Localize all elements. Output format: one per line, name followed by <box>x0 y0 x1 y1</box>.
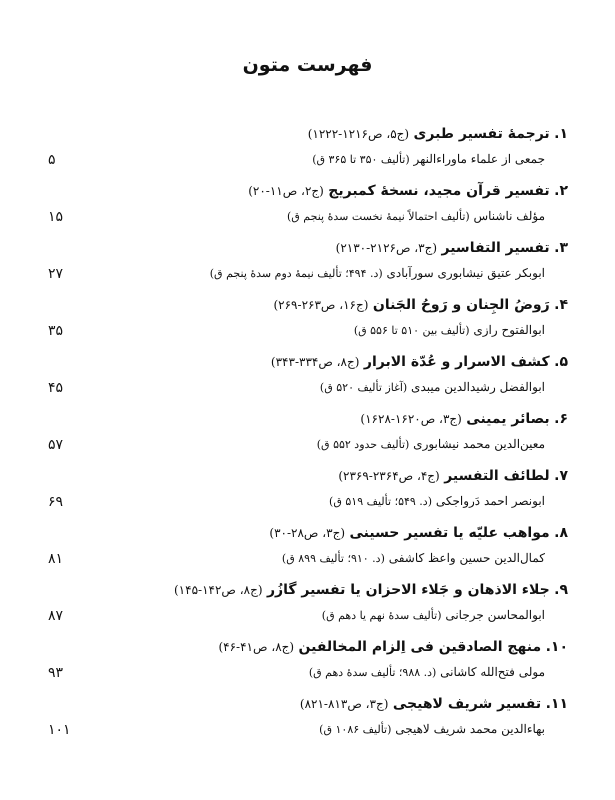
toc-entry-1 <box>0 122 615 179</box>
toc-entry-7 <box>0 464 615 521</box>
entry-author: ابوالفضل رشیدالدین میبدی <box>411 380 545 394</box>
entry-page-number: ۱۰۱ <box>48 722 71 738</box>
entry-reference: (ج۵، ص۱۲۱۶-۱۲۲۲) <box>307 127 410 141</box>
entry-title-line <box>68 297 568 313</box>
entry-name: جلاء الاذهان و جَلاء الاحزان یا تفسیر گازُر <box>266 582 550 598</box>
entry-reference: (ج۳، ص۲۸-۳۰) <box>269 526 346 540</box>
entry-author: ابوالمحاسن جرجانی <box>445 608 545 622</box>
entry-reference: (ج۳، ص۱۶۲۰-۱۶۲۸) <box>360 412 462 426</box>
entry-reference: (ج۸، ص۴۱-۴۶) <box>218 640 295 654</box>
toc-entry-6 <box>0 407 615 464</box>
entry-number: ۱۱. <box>545 696 568 712</box>
entry-author-line <box>65 209 545 223</box>
entry-name: تفسیر قرآن مجید، نسخهٔ کمبریج <box>328 183 550 199</box>
entry-title-line <box>68 696 568 712</box>
entry-name: تفسیر شریف لاهیجی <box>392 696 542 712</box>
entry-page-number: ۲۷ <box>48 266 64 282</box>
entry-author: کمال‌الدین حسین واعظ کاشفی <box>388 551 545 565</box>
entry-author-line <box>65 152 545 166</box>
entry-title-line <box>68 240 568 256</box>
entry-page-number: ۳۵ <box>48 323 64 339</box>
entry-reference: (ج۲، ص۱۱-۲۰) <box>248 184 324 198</box>
entry-name: کشف الاسرار و عُدّة الابرار <box>363 354 550 370</box>
entry-title-line <box>68 126 568 142</box>
entry-page-number: ۸۷ <box>48 608 64 624</box>
entry-note: (د. ۴۹۴؛ تألیف نیمهٔ دوم سدهٔ پنجم ق) <box>209 267 383 280</box>
entry-title-line <box>68 468 568 484</box>
toc-entry-8 <box>0 521 615 578</box>
entry-title-line <box>68 354 568 370</box>
toc-entry-3 <box>0 236 615 293</box>
entry-note: (تألیف بین ۵۱۰ تا ۵۵۶ ق) <box>353 324 470 337</box>
entry-number: ۸. <box>554 525 568 541</box>
entry-author-line <box>65 266 545 280</box>
entry-page-number: ۵۷ <box>48 437 64 453</box>
toc-entry-5 <box>0 350 615 407</box>
entry-number: ۱. <box>554 126 568 142</box>
entry-author-line <box>65 665 545 679</box>
entry-page-number: ۹۳ <box>48 665 64 681</box>
entry-reference: (ج۱۶، ص۲۶۳-۲۶۹) <box>273 298 369 312</box>
entry-number: ۶. <box>554 411 568 427</box>
entry-author: بهاءالدین محمد شریف لاهیجی <box>395 722 545 736</box>
entry-page-number: ۴۵ <box>48 380 64 396</box>
entry-author-line <box>65 551 545 565</box>
toc-entry-2 <box>0 179 615 236</box>
entry-author: ابوالفتوح رازی <box>473 323 545 337</box>
entry-number: ۲. <box>554 183 568 199</box>
entry-note: (تألیف ۱۰۸۶ ق) <box>319 723 392 736</box>
entry-page-number: ۵ <box>48 152 56 168</box>
entry-reference: (ج۴، ص۲۳۶۴-۲۳۶۹) <box>338 469 440 483</box>
entry-name: مواهب علیّه یا تفسیر حسینی <box>349 525 550 541</box>
entry-note: (آغاز تألیف ۵۲۰ ق) <box>319 381 408 394</box>
entry-number: ۱۰. <box>545 639 568 655</box>
entry-number: ۵. <box>554 354 568 370</box>
entry-reference: (ج۸، ص۳۳۴-۳۴۳) <box>270 355 360 369</box>
entry-title-line <box>68 639 568 655</box>
entry-author: معین‌الدین محمد نیشابوری <box>413 437 545 451</box>
entry-author: ابوبکر عتیق نیشابوری سورآبادی <box>386 266 545 280</box>
entry-author: جمعی از علماء ماوراءالنهر <box>413 152 545 166</box>
entry-name: منهج الصادقین فی اِلزام المخالفین <box>298 639 542 655</box>
entry-author-line <box>65 323 545 337</box>
entry-note: (د. ۵۴۹؛ تألیف ۵۱۹ ق) <box>329 495 432 508</box>
entry-name: ترجمهٔ تفسیر طبری <box>413 126 550 142</box>
entry-name: رَوضُ الجِنان و رَوحُ الجَنان <box>372 297 550 313</box>
entry-number: ۷. <box>554 468 568 484</box>
toc-entry-9 <box>0 578 615 635</box>
entry-reference: (ج۳، ص۲۱۲۶-۲۱۳۰) <box>335 241 438 255</box>
entry-title-line <box>68 183 568 199</box>
entry-author: مولی فتح‌الله کاشانی <box>440 665 545 679</box>
toc-entry-10 <box>0 635 615 692</box>
table-of-contents <box>0 122 615 749</box>
entry-number: ۹. <box>554 582 568 598</box>
entry-name: تفسیر التفاسیر <box>441 240 550 256</box>
entry-page-number: ۱۵ <box>48 209 64 225</box>
entry-author-line <box>65 380 545 394</box>
entry-author: مؤلف ناشناس <box>473 209 545 223</box>
entry-page-number: ۶۹ <box>48 494 64 510</box>
entry-reference: (ج۸، ص۱۴۲-۱۴۵) <box>173 583 263 597</box>
entry-note: (تألیف ۳۵۰ تا ۳۶۵ ق) <box>312 153 410 166</box>
entry-name: بصائر یمینی <box>466 411 550 427</box>
entry-author-line <box>65 437 545 451</box>
toc-entry-4 <box>0 293 615 350</box>
entry-title-line <box>68 525 568 541</box>
entry-author: ابونصر احمد دَرواجکی <box>435 494 545 508</box>
entry-note: (د. ۹۸۸؛ تألیف سدهٔ دهم ق) <box>308 666 437 679</box>
entry-author-line <box>65 722 545 736</box>
entry-note: (تألیف حدود ۵۵۲ ق) <box>316 438 410 451</box>
entry-title-line <box>68 582 568 598</box>
entry-number: ۳. <box>554 240 568 256</box>
entry-note: (تألیف سدهٔ نهم یا دهم ق) <box>321 609 442 622</box>
page-title: فهرست متون <box>242 54 373 76</box>
entry-name: لطائف التفسیر <box>444 468 550 484</box>
toc-entry-11 <box>0 692 615 749</box>
entry-note: (تألیف احتمالاً نیمهٔ نخست سدهٔ پنجم ق) <box>286 210 470 223</box>
entry-author-line <box>65 608 545 622</box>
entry-author-line <box>65 494 545 508</box>
entry-page-number: ۸۱ <box>48 551 64 567</box>
entry-title-line <box>68 411 568 427</box>
entry-number: ۴. <box>554 297 568 313</box>
entry-reference: (ج۳، ص۸۱۳-۸۲۱) <box>299 697 389 711</box>
entry-note: (د. ۹۱۰؛ تألیف ۸۹۹ ق) <box>281 552 385 565</box>
